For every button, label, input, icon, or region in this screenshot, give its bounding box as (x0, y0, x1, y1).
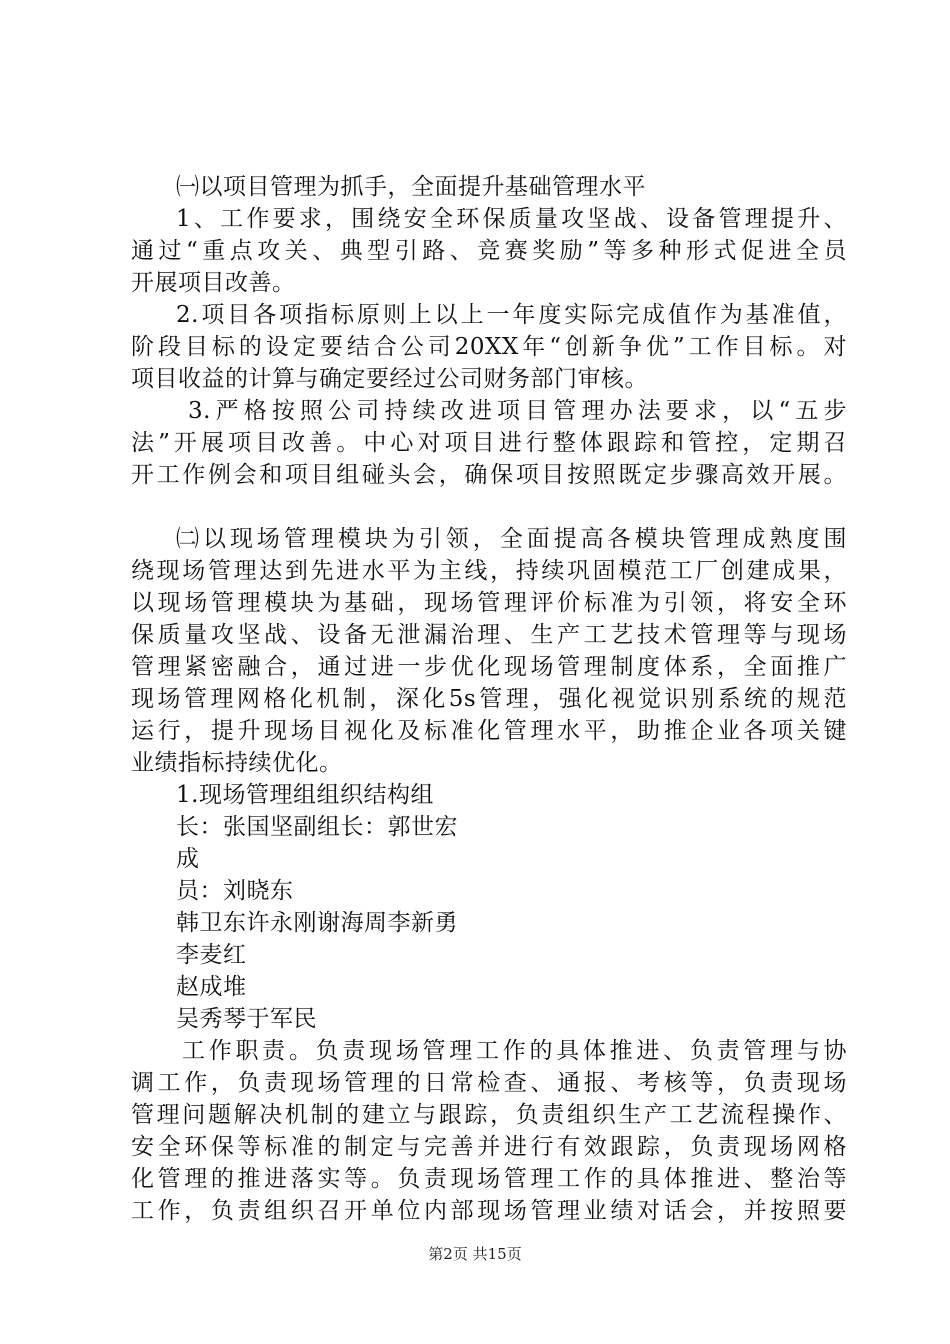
paragraph-line: 2.项目各项指标原则上以上一年度实际完成值作为基准值， (176, 302, 847, 328)
org-member-label: 成 (176, 846, 200, 872)
paragraph-line: 开工作例会和项目组碰头会，确保项目按照既定步骤高效开展。 (131, 462, 847, 488)
paragraph-line: 工作职责。负责现场管理工作的具体推进、负责管理与协 (182, 1038, 847, 1064)
paragraph-line: 1、工作要求，围绕安全环保质量攻坚战、设备管理提升、 (176, 206, 847, 232)
paragraph-line: 绕现场管理达到先进水平为主线，持续巩固模范工厂创建成果， (131, 558, 847, 584)
paragraph-line: 调工作，负责现场管理的日常检查、通报、考核等，负责现场 (131, 1070, 847, 1096)
paragraph-line: 法”开展项目改善。中心对项目进行整体跟踪和管控，定期召 (131, 430, 847, 456)
paragraph-line: 项目收益的计算与确定要经过公司财务部门审核。 (131, 366, 648, 392)
paragraph-line: 安全环保等标准的制定与完善并进行有效跟踪，负责现场网格 (131, 1134, 847, 1160)
paragraph-line: 管理紧密融合，通过进一步优化现场管理制度体系，全面推广 (131, 654, 847, 680)
paragraph-line: 现场管理网格化机制，深化5s管理，强化视觉识别系统的规范 (131, 686, 847, 712)
section-heading-2: ㈡以现场管理模块为引领，全面提高各模块管理成熟度围 (176, 526, 847, 552)
org-leader-line: 长：张国坚副组长：郭世宏 (176, 814, 458, 840)
org-member-line: 吴秀琴于军民 (176, 1006, 317, 1032)
org-member-line: 李麦红 (176, 942, 247, 968)
paragraph-line: 阶段目标的设定要结合公司20XX年“创新争优”工作目标。对 (131, 334, 847, 360)
paragraph-line: 开展项目改善。 (131, 270, 296, 296)
paragraph-line: 通过“重点攻关、典型引路、竞赛奖励”等多种形式促进全员 (131, 238, 847, 264)
paragraph-line: 业绩指标持续优化。 (131, 750, 343, 776)
paragraph-line: 化管理的推进落实等。负责现场管理工作的具体推进、整治等 (131, 1166, 847, 1192)
org-member-line: 员：刘晓东 (176, 878, 294, 904)
paragraph-line: 以现场管理模块为基础，现场管理评价标准为引领，将安全环 (131, 590, 847, 616)
page-number-footer: 第2页 共15页 (428, 1245, 522, 1263)
org-member-line: 韩卫东许永刚谢海周李新勇 (176, 910, 458, 936)
paragraph-line: 运行，提升现场目视化及标准化管理水平，助推企业各项关键 (131, 718, 847, 744)
paragraph-line: 3.严格按照公司持续改进项目管理办法要求，以“五步 (188, 398, 847, 424)
org-member-line: 赵成堆 (176, 974, 247, 1000)
org-structure-heading: 1.现场管理组组织结构组 (176, 782, 434, 808)
paragraph-line: 保质量攻坚战、设备无泄漏治理、生产工艺技术管理等与现场 (131, 622, 847, 648)
paragraph-line: 工作，负责组织召开单位内部现场管理业绩对话会，并按照要 (131, 1198, 847, 1224)
section-heading-1: ㈠以项目管理为抓手，全面提升基础管理水平 (176, 174, 646, 200)
paragraph-line: 管理问题解决机制的建立与跟踪，负责组织生产工艺流程操作、 (131, 1102, 847, 1128)
